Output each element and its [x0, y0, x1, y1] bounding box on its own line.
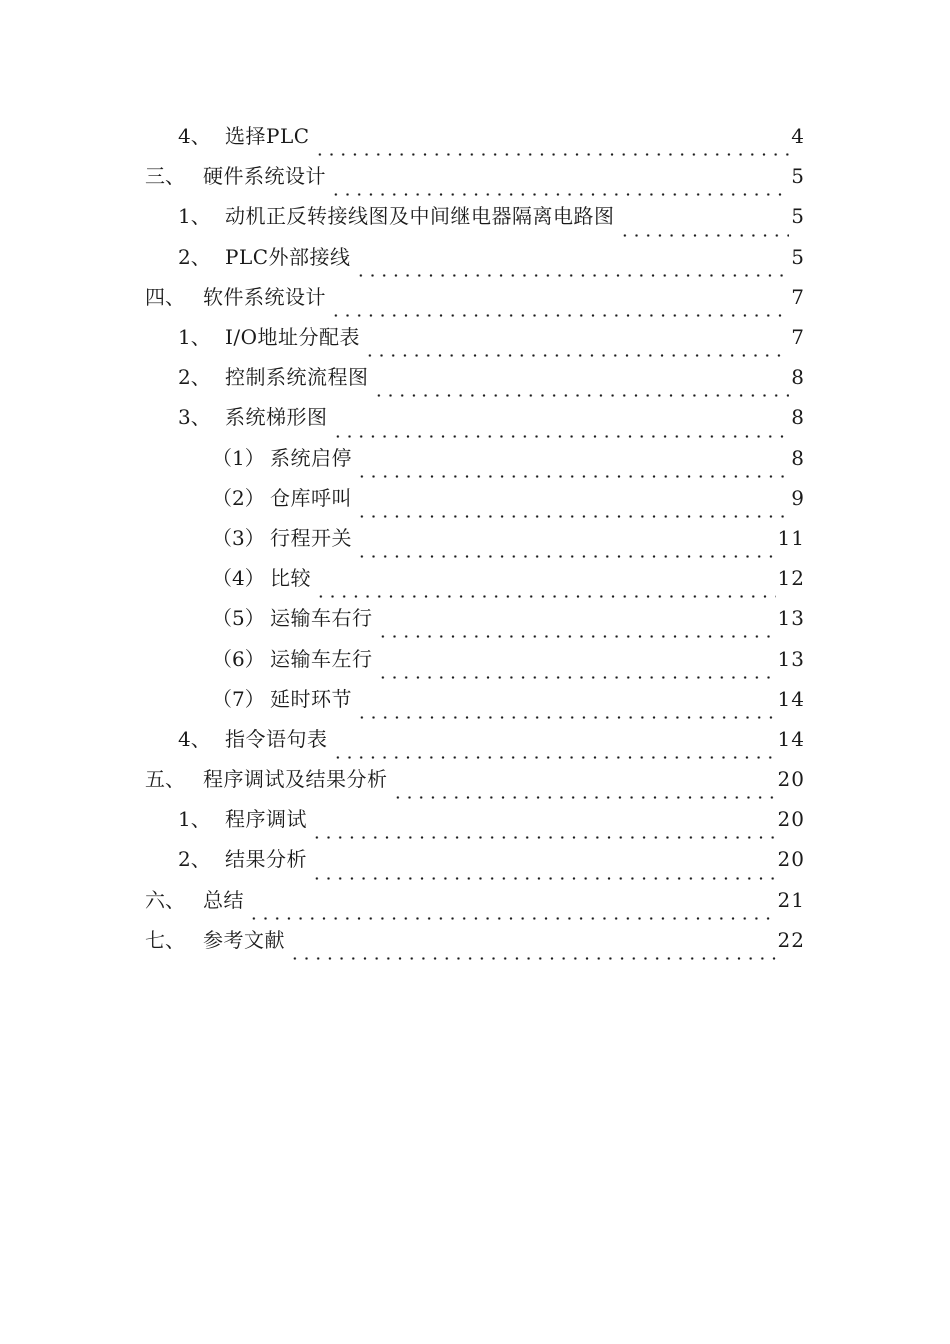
toc-entry-title: 运输车右行 [270, 606, 373, 631]
toc-entry-title: 延时环节 [270, 686, 352, 711]
toc-entry[interactable] [0, 397, 950, 437]
toc-dot-leader [246, 906, 776, 920]
toc-entry-page-number: 8 [791, 365, 805, 390]
toc-entry[interactable] [0, 920, 950, 960]
toc-entry-title: 程序调试及结果分析 [203, 767, 388, 792]
toc-entry[interactable] [0, 478, 950, 518]
toc-entry[interactable] [0, 317, 950, 357]
toc-entry-page-number: 8 [791, 445, 805, 470]
toc-entry-page-number: 14 [777, 686, 805, 711]
toc-entry-title: 指令语句表 [225, 726, 328, 751]
toc-entry-title: 总结 [203, 887, 244, 912]
toc-dot-leader [313, 584, 776, 598]
toc-entry-title: 比较 [270, 566, 311, 591]
toc-entry-page-number: 4 [791, 124, 805, 149]
toc-entry-title: 参考文献 [203, 927, 285, 952]
toc-entry[interactable] [0, 237, 950, 277]
toc-dot-leader [354, 504, 789, 518]
toc-dot-leader [390, 785, 776, 799]
toc-entry-title: 控制系统流程图 [225, 365, 369, 390]
toc-dot-leader [354, 705, 776, 719]
toc-entry[interactable] [0, 839, 950, 879]
toc-entry-page-number: 5 [791, 204, 805, 229]
toc-entry-number: 四、 [145, 284, 185, 309]
toc-dot-leader [354, 464, 789, 478]
toc-entry-page-number: 20 [777, 807, 805, 832]
toc-entry[interactable] [0, 679, 950, 719]
toc-dot-leader [353, 263, 790, 277]
toc-entry[interactable] [0, 438, 950, 478]
toc-entry-page-number: 5 [791, 164, 805, 189]
toc-entry-number: 1、 [178, 807, 211, 832]
toc-entry-title: PLC外部接线 [225, 244, 351, 269]
toc-entry-number: （3） [212, 525, 265, 550]
toc-entry-page-number: 12 [777, 566, 805, 591]
toc-entry[interactable] [0, 880, 950, 920]
toc-entry-number: （7） [212, 686, 265, 711]
toc-entry-number: 2、 [178, 365, 211, 390]
toc-entry[interactable] [0, 116, 950, 156]
toc-dot-leader [375, 624, 776, 638]
toc-entry-number: （5） [212, 606, 265, 631]
toc-entry-title: 动机正反转接线图及中间继电器隔离电路图 [225, 204, 615, 229]
toc-entry-number: 六、 [145, 887, 185, 912]
toc-entry-page-number: 13 [777, 606, 805, 631]
toc-dot-leader [362, 343, 789, 357]
toc-dot-leader [371, 383, 790, 397]
toc-entry-number: 4、 [178, 124, 211, 149]
toc-entry-title: 结果分析 [225, 847, 307, 872]
toc-entry-page-number: 8 [791, 405, 805, 430]
toc-entry-number: （2） [212, 485, 265, 510]
toc-entry-title: 选择PLC [225, 124, 310, 149]
toc-entry[interactable] [0, 156, 950, 196]
toc-dot-leader [330, 424, 790, 438]
toc-dot-leader [375, 665, 776, 679]
toc-entry-number: （1） [212, 445, 265, 470]
toc-dot-leader [354, 544, 776, 558]
toc-entry[interactable] [0, 759, 950, 799]
toc-entry-title: 系统梯形图 [225, 405, 328, 430]
toc-entry-title: I/O地址分配表 [225, 325, 361, 350]
toc-entry-number: 3、 [178, 405, 211, 430]
toc-entry[interactable] [0, 558, 950, 598]
toc-entry-page-number: 21 [777, 887, 805, 912]
toc-entry-title: 行程开关 [270, 525, 352, 550]
toc-entry[interactable] [0, 799, 950, 839]
toc-entry-title: 系统启停 [270, 445, 352, 470]
toc-dot-leader [617, 223, 790, 237]
toc-entry-page-number: 7 [791, 325, 805, 350]
toc-dot-leader [330, 745, 776, 759]
toc-entry-title: 软件系统设计 [203, 284, 326, 309]
toc-entry[interactable] [0, 719, 950, 759]
toc-entry[interactable] [0, 638, 950, 678]
toc-entry[interactable] [0, 277, 950, 317]
toc-entry-title: 运输车左行 [270, 646, 373, 671]
toc-dot-leader [312, 142, 790, 156]
toc-entry[interactable] [0, 196, 950, 236]
toc-entry[interactable] [0, 518, 950, 558]
toc-entry-page-number: 9 [791, 485, 805, 510]
toc-entry-title: 硬件系统设计 [203, 164, 326, 189]
toc-entry-number: 三、 [145, 164, 185, 189]
toc-entry-number: 1、 [178, 204, 211, 229]
toc-entry[interactable] [0, 357, 950, 397]
toc-entry-number: （6） [212, 646, 265, 671]
toc-entry-title: 仓库呼叫 [270, 485, 352, 510]
toc-entry-page-number: 14 [777, 726, 805, 751]
toc-entry-page-number: 11 [777, 525, 805, 550]
toc-dot-leader [309, 866, 776, 880]
toc-dot-leader [328, 303, 789, 317]
toc-entry-number: 4、 [178, 726, 211, 751]
toc-dot-leader [309, 825, 776, 839]
toc-dot-leader [328, 182, 789, 196]
toc-entry-number: 五、 [145, 767, 185, 792]
toc-entry-title: 程序调试 [225, 807, 307, 832]
toc-entry-page-number: 22 [777, 927, 805, 952]
toc-entry-number: （4） [212, 566, 265, 591]
toc-entry[interactable] [0, 598, 950, 638]
toc-entry-number: 2、 [178, 847, 211, 872]
toc-entry-page-number: 13 [777, 646, 805, 671]
toc-entry-page-number: 7 [791, 284, 805, 309]
toc-entry-number: 1、 [178, 325, 211, 350]
toc-entry-number: 2、 [178, 244, 211, 269]
toc-entry-page-number: 5 [791, 244, 805, 269]
toc-entry-page-number: 20 [777, 767, 805, 792]
toc-entry-page-number: 20 [777, 847, 805, 872]
table-of-contents [0, 116, 950, 960]
toc-entry-number: 七、 [145, 927, 185, 952]
toc-dot-leader [287, 946, 776, 960]
